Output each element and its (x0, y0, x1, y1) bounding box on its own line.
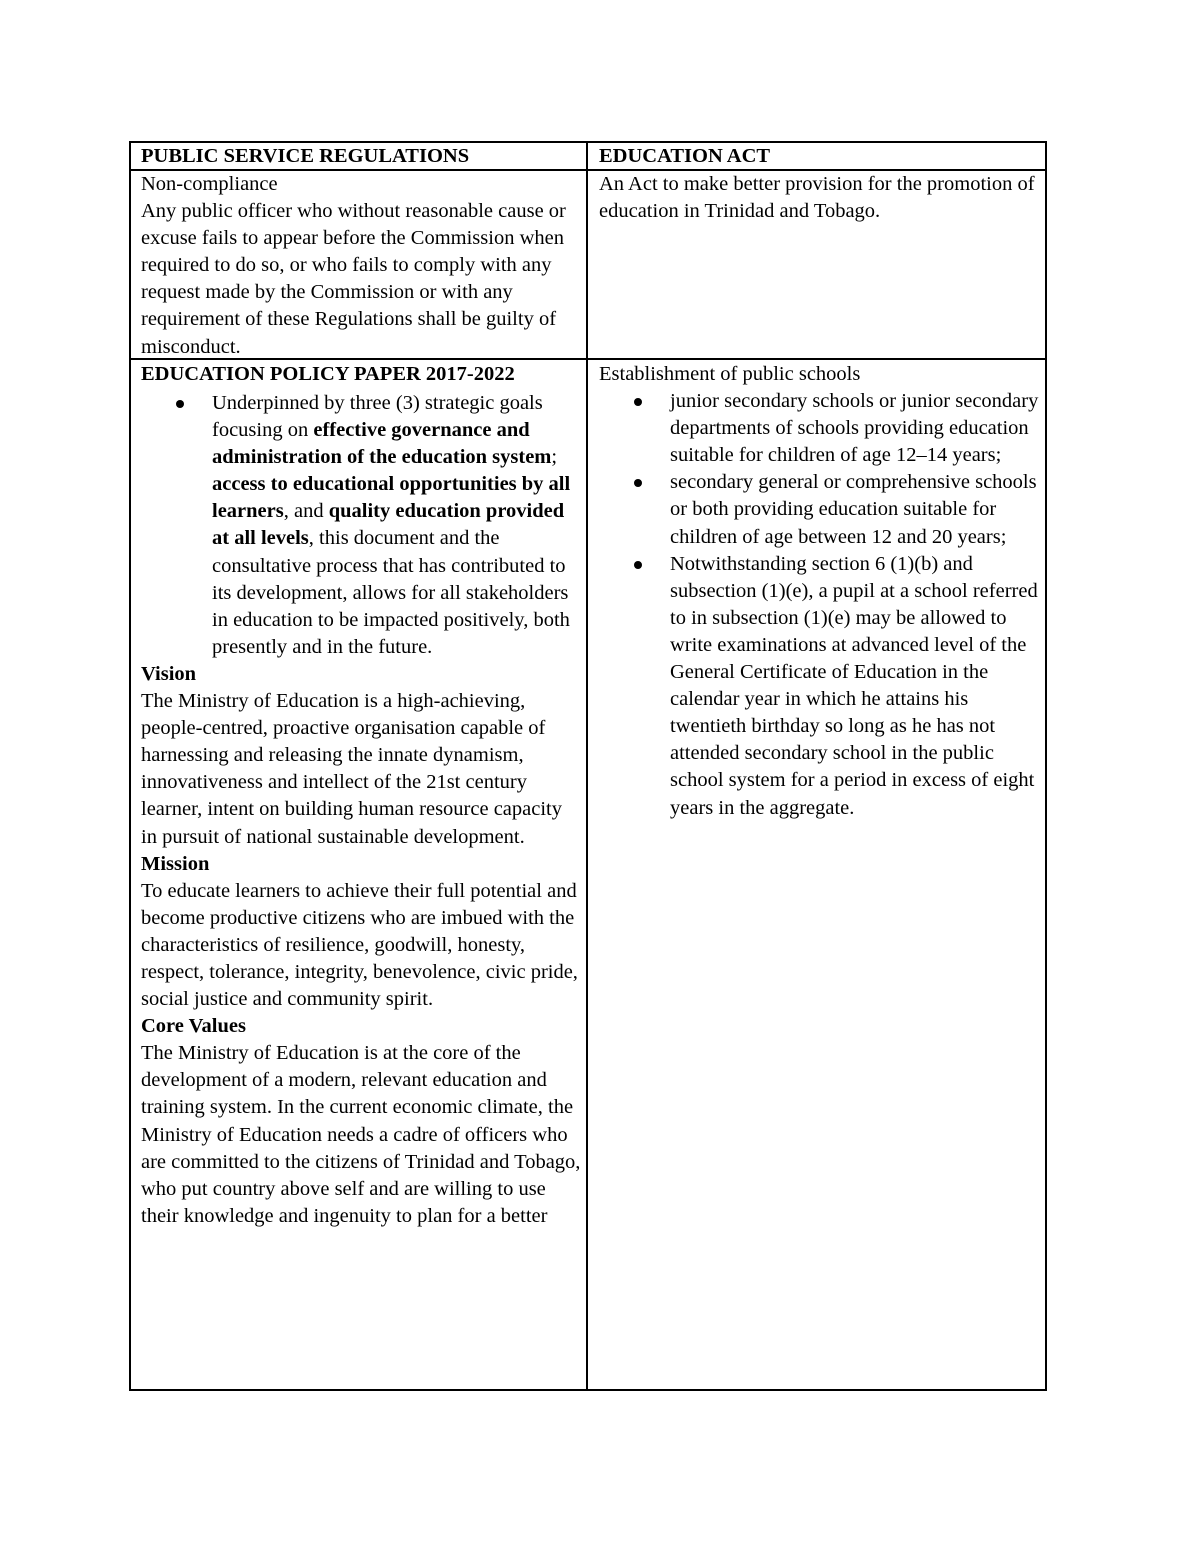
bullet-icon (634, 479, 642, 487)
list-item (141, 390, 581, 661)
bullet-icon (634, 398, 642, 406)
list-item: junior secondary schools or junior secondary departments of schools providing education suitable for children of age 12–14 years; (599, 388, 1039, 469)
policy-list (141, 390, 581, 661)
column-divider (586, 141, 588, 1391)
psr-cell (141, 171, 581, 361)
policy-paper-title: EDUCATION POLICY PAPER 2017-2022 (141, 363, 515, 385)
header-education-act: EDUCATION ACT (599, 145, 771, 167)
schools-list (599, 388, 1039, 822)
schools-heading: Establishment of public schools (599, 363, 861, 385)
vision-text: The Ministry of Education is a high-achieving, people-centred, proactive organisation capable of harnessing and releasing the innate dynamism, innovativeness and intellect of the 21st century learner, intent on building human resource capacity in pursuit of national sustainable development. (141, 690, 562, 848)
act-intro-cell (599, 171, 1039, 225)
list-item: secondary general or comprehensive schools or both providing education suitable for children of age between 12 and 20 years; (599, 469, 1039, 550)
policy-cell (141, 390, 581, 1389)
psr-body: Any public officer who without reasonable cause or excuse fails to appear before the Commission when required to do so, or who fails to comply with any request made by the Commission or with any requirement of these Regulations shall be guilty of misconduct. (141, 200, 566, 358)
bullet-icon (634, 561, 642, 569)
list-item: Notwithstanding section 6 (1)(b) and subsection (1)(e), a pupil at a school referred to in subsection (1)(e) may be allowed to write examinations at advanced level of the General Certificate of Education in the calendar year in which he attains his twentieth birthday so long as he has not attended secondary school in the public school system for a period in excess of eight years in the aggregate. (599, 551, 1039, 822)
header-public-service-regulations: PUBLIC SERVICE REGULATIONS (141, 145, 470, 167)
bullet-icon (176, 400, 184, 408)
policy-goals: Underpinned by three (3) strategic goals focusing on effective governance and administration of the education system; access to educational opportunities by all learners, and quality education provided at all levels, this document and the consultative process that has contributed to its development, allows for all stakeholders in education to be impacted positively, both presently and in the future. (212, 392, 571, 658)
schools-cell (599, 361, 1039, 822)
mission-text: To educate learners to achieve their full potential and become productive citizens who are imbued with the characteristics of resilience, goodwill, honesty, respect, tolerance, integrity, benevolence, civic pride, social justice and community spirit. (141, 879, 578, 1011)
core-values-heading: Core Values (141, 1015, 246, 1038)
mission-heading: Mission (141, 852, 210, 875)
act-intro: An Act to make better provision for the promotion of education in Trinidad and Tobago. (599, 173, 1035, 223)
core-values-text: The Ministry of Education is at the core of the development of a modern, relevant education and training system. In the current economic climate, the Ministry of Education needs a cadre of officers who are committed to the citizens of Trinidad and Tobago, who put country above self and are willing to use their knowledge and ingenuity to plan for a better (141, 1042, 581, 1227)
psr-heading: Non-compliance (141, 173, 278, 195)
vision-heading: Vision (141, 662, 197, 685)
